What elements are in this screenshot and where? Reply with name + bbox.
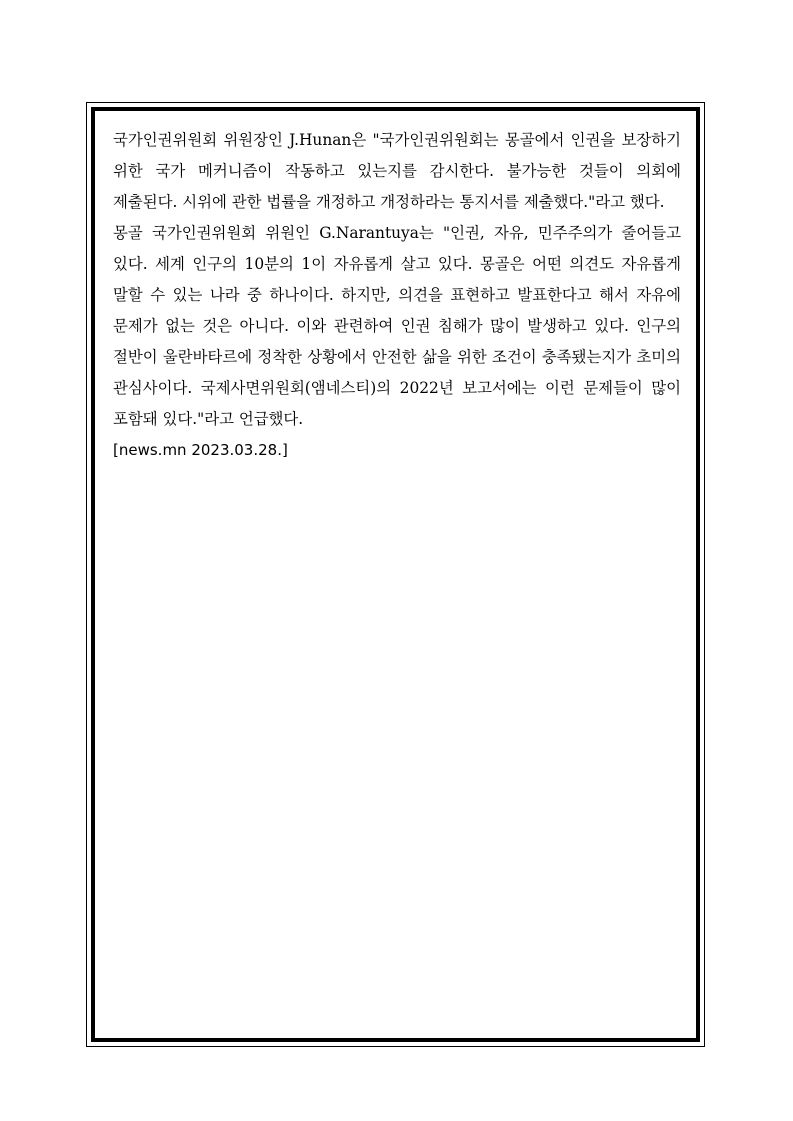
paragraph-narantuya-statement: 몽골 국가인권위원회 위원인 G.Narantuya는 "인권, 자유, 민주주의가 줄어들고 있다. 세계 인구의 10분의 1이 자유롭게 살고 있다. 몽골은 어떤 의견도 자유롭게 말할 수 있는 나라 중 하나이다. 하지만, 의견을 표현하고 발표한다고 해서 자유에 문제가 없는 것은 아니다. 이와 관련하여 인권 침해가 많이 발생하고 있다. 인구의 절반이 울란바타르에 정착한 상황에서 안전한 삶을 위한 조건이 충족됐는지가 초미의 관심사이다. 국제사면위원회(앰네스티)의 2022년 보고서에는 이런 문제들이 많이 포함돼 있다."라고 언급했다. bbox=[113, 224, 681, 428]
document-body bbox=[113, 125, 681, 466]
paragraph-hunan-statement: 국가인권위원회 위원장인 J.Hunan은 "국가인권위원회는 몽골에서 인권을 보장하기 위한 국가 메커니즘이 작동하고 있는지를 감시한다. 불가능한 것들이 의회에 제출된다. 시위에 관한 법률을 개정하고 개정하라는 통지서를 제출했다."라고 했다. bbox=[113, 131, 681, 211]
source-citation: [news.mn 2023.03.28.] bbox=[113, 441, 288, 459]
